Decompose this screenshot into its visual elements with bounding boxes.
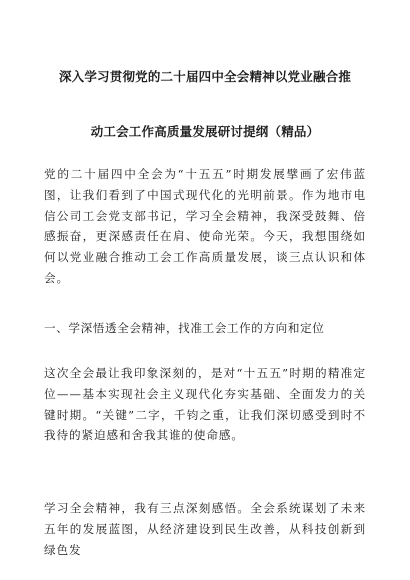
- body-paragraph-1: 这次全会最让我印象深刻的，是对“十五五”时期的精准定位——基本实现社会主义现代化夯实基础、全面发力的关键时期。“关键”二字，千钧之重，让我们深切感受到时不我待的紧迫感和舍我其谁的使命感。: [44, 366, 366, 443]
- section-heading-1: 一、学深悟透全会精神，找准工会工作的方向和定位: [44, 321, 325, 335]
- document-title-line-1: 深入学习贯彻党的二十届四中全会精神以党业融合推: [58, 69, 352, 84]
- intro-paragraph: 党的二十届四中全会为“十五五”时期发展擘画了宏伟蓝图，让我们看到了中国式现代化的光明前景。作为地市电信公司工会党支部书记，学习全会精神，我深受鼓舞、倍感振奋，更深感责任在肩、使命光荣。今天，我想围绕如何以党业融合推动工会工作高质量发展，谈三点认识和体会。: [44, 167, 366, 285]
- document-title-line-2: 动工会工作高质量发展研讨提纲（精品）: [90, 124, 320, 139]
- body-paragraph-2: 学习全会精神，我有三点深刻感悟。全会系统谋划了未来五年的发展蓝图，从经济建设到民生改善，从科技创新到绿色发: [44, 501, 366, 557]
